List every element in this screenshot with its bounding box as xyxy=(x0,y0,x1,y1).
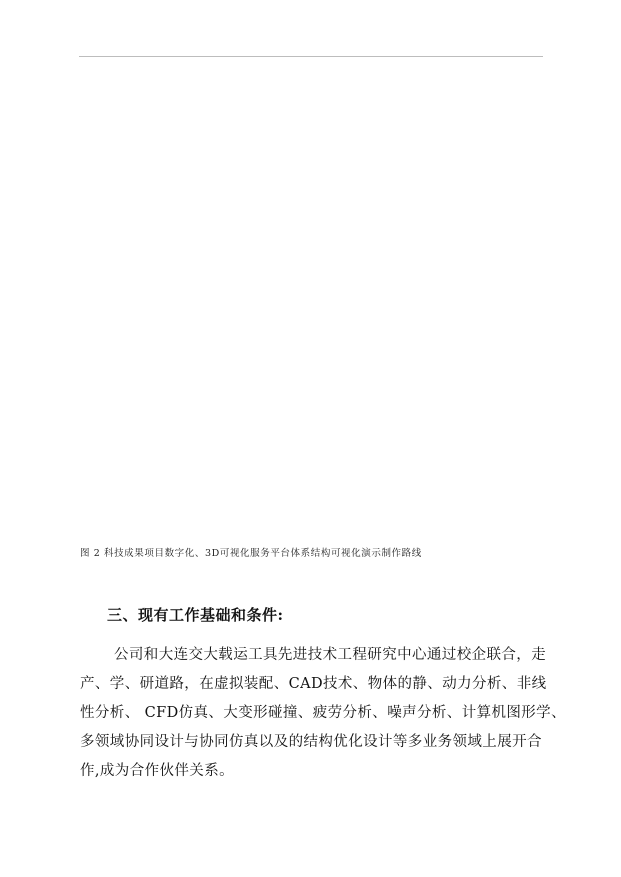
paragraph-line: 作,成为合作伙伴关系。 xyxy=(80,763,235,779)
body-paragraph xyxy=(80,641,566,786)
paragraph-line: 产、学、研道路，在虚拟装配、CAD技术、物体的静、动力分析、非线 xyxy=(80,676,547,692)
page-header-rule xyxy=(79,56,543,57)
section-heading: 三、现有工作基础和条件: xyxy=(107,606,284,624)
figure-placeholder xyxy=(79,70,543,530)
paragraph-line: 公司和大连交大载运工具先进技术工程研究中心通过校企联合，走 xyxy=(114,647,547,663)
paragraph-line: 多领域协同设计与协同仿真以及的结构优化设计等多业务领域上展开合 xyxy=(80,734,542,750)
figure-caption: 图 2 科技成果项目数字化、3D可视化服务平台体系结构可视化演示制作路线 xyxy=(80,548,422,559)
paragraph-line: 性分析、 CFD仿真、大变形碰撞、疲劳分析、噪声分析、计算机图形学、 xyxy=(80,705,566,721)
